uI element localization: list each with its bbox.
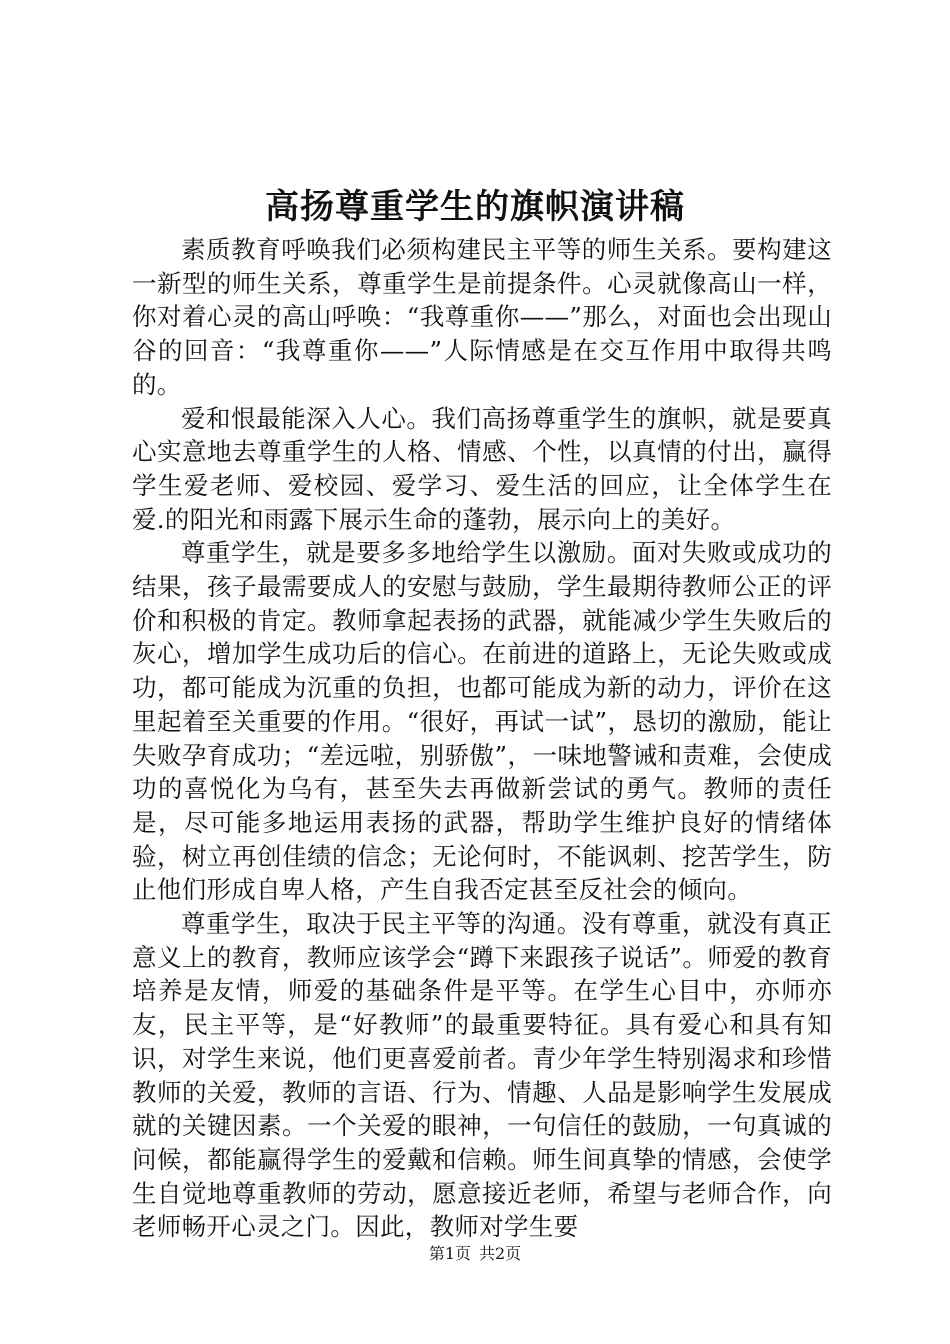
page-footer xyxy=(0,1243,950,1265)
document-title: 高扬尊重学生的旗帜演讲稿 xyxy=(265,187,685,227)
paragraph-3: 尊重学生，就是要多多地给学生以激励。面对失败或成功的结果，孩子最需要成人的安慰与鼓励，学生最期待教师公正的评价和积极的肯定。教师拿起表扬的武器，就能减少学生失败后的灰心，增加学生成功后的信心。在前进的道路上，无论失败或成功，都可能成为沉重的负担，也都可能成为新的动力，评价在这里起着至关重要的作用。“很好，再试一试”，恳切的激励，能让失败孕育成功；“差远啦，别骄傲”，一味地警诫和责难，会使成功的喜悦化为乌有，甚至失去再做新尝试的勇气。教师的责任是，尽可能多地运用表扬的武器，帮助学生维护良好的情绪体验，树立再创佳绩的信念；无论何时，不能讽刺、挖苦学生，防止他们形成自卑人格，产生自我否定甚至反社会的倾向。 xyxy=(132,538,832,905)
paragraph-1: 素质教育呼唤我们必须构建民主平等的师生关系。要构建这一新型的师生关系，尊重学生是前提条件。心灵就像高山一样，你对着心灵的高山呼唤：“我尊重你——”那么，对面也会出现山谷的回音：“我尊重你——”人际情感是在交互作用中取得共鸣的。 xyxy=(132,235,832,399)
page-number: 第1页 xyxy=(428,1244,471,1263)
document-body xyxy=(132,233,832,1244)
paragraph-4: 尊重学生，取决于民主平等的沟通。没有尊重，就没有真正意义上的教育，教师应该学会“蹲下来跟孩子说话”。师爱的教育培养是友情，师爱的基础条件是平等。在学生心目中，亦师亦友，民主平等，是“好教师”的最重要特征。具有爱心和具有知识，对学生来说，他们更喜爱前者。青少年学生特别渴求和珍惜教师的关爱，教师的言语、行为、情趣、人品是影响学生发展成就的关键因素。一个关爱的眼神，一句信任的鼓励，一句真诚的问候，都能赢得学生的爱戴和信赖。师生间真挚的情感，会使学生自觉地尊重教师的劳动，愿意接近老师，希望与老师合作，向老师畅开心灵之门。因此，教师对学生要 xyxy=(132,909,832,1242)
page-total: 共2页 xyxy=(479,1244,522,1263)
paragraph-2: 爱和恨最能深入人心。我们高扬尊重学生的旗帜，就是要真心实意地去尊重学生的人格、情感、个性，以真情的付出，赢得学生爱老师、爱校园、爱学习、爱生活的回应，让全体学生在爱.的阳光和雨露下展示生命的蓬勃，展示向上的美好。 xyxy=(132,403,832,534)
